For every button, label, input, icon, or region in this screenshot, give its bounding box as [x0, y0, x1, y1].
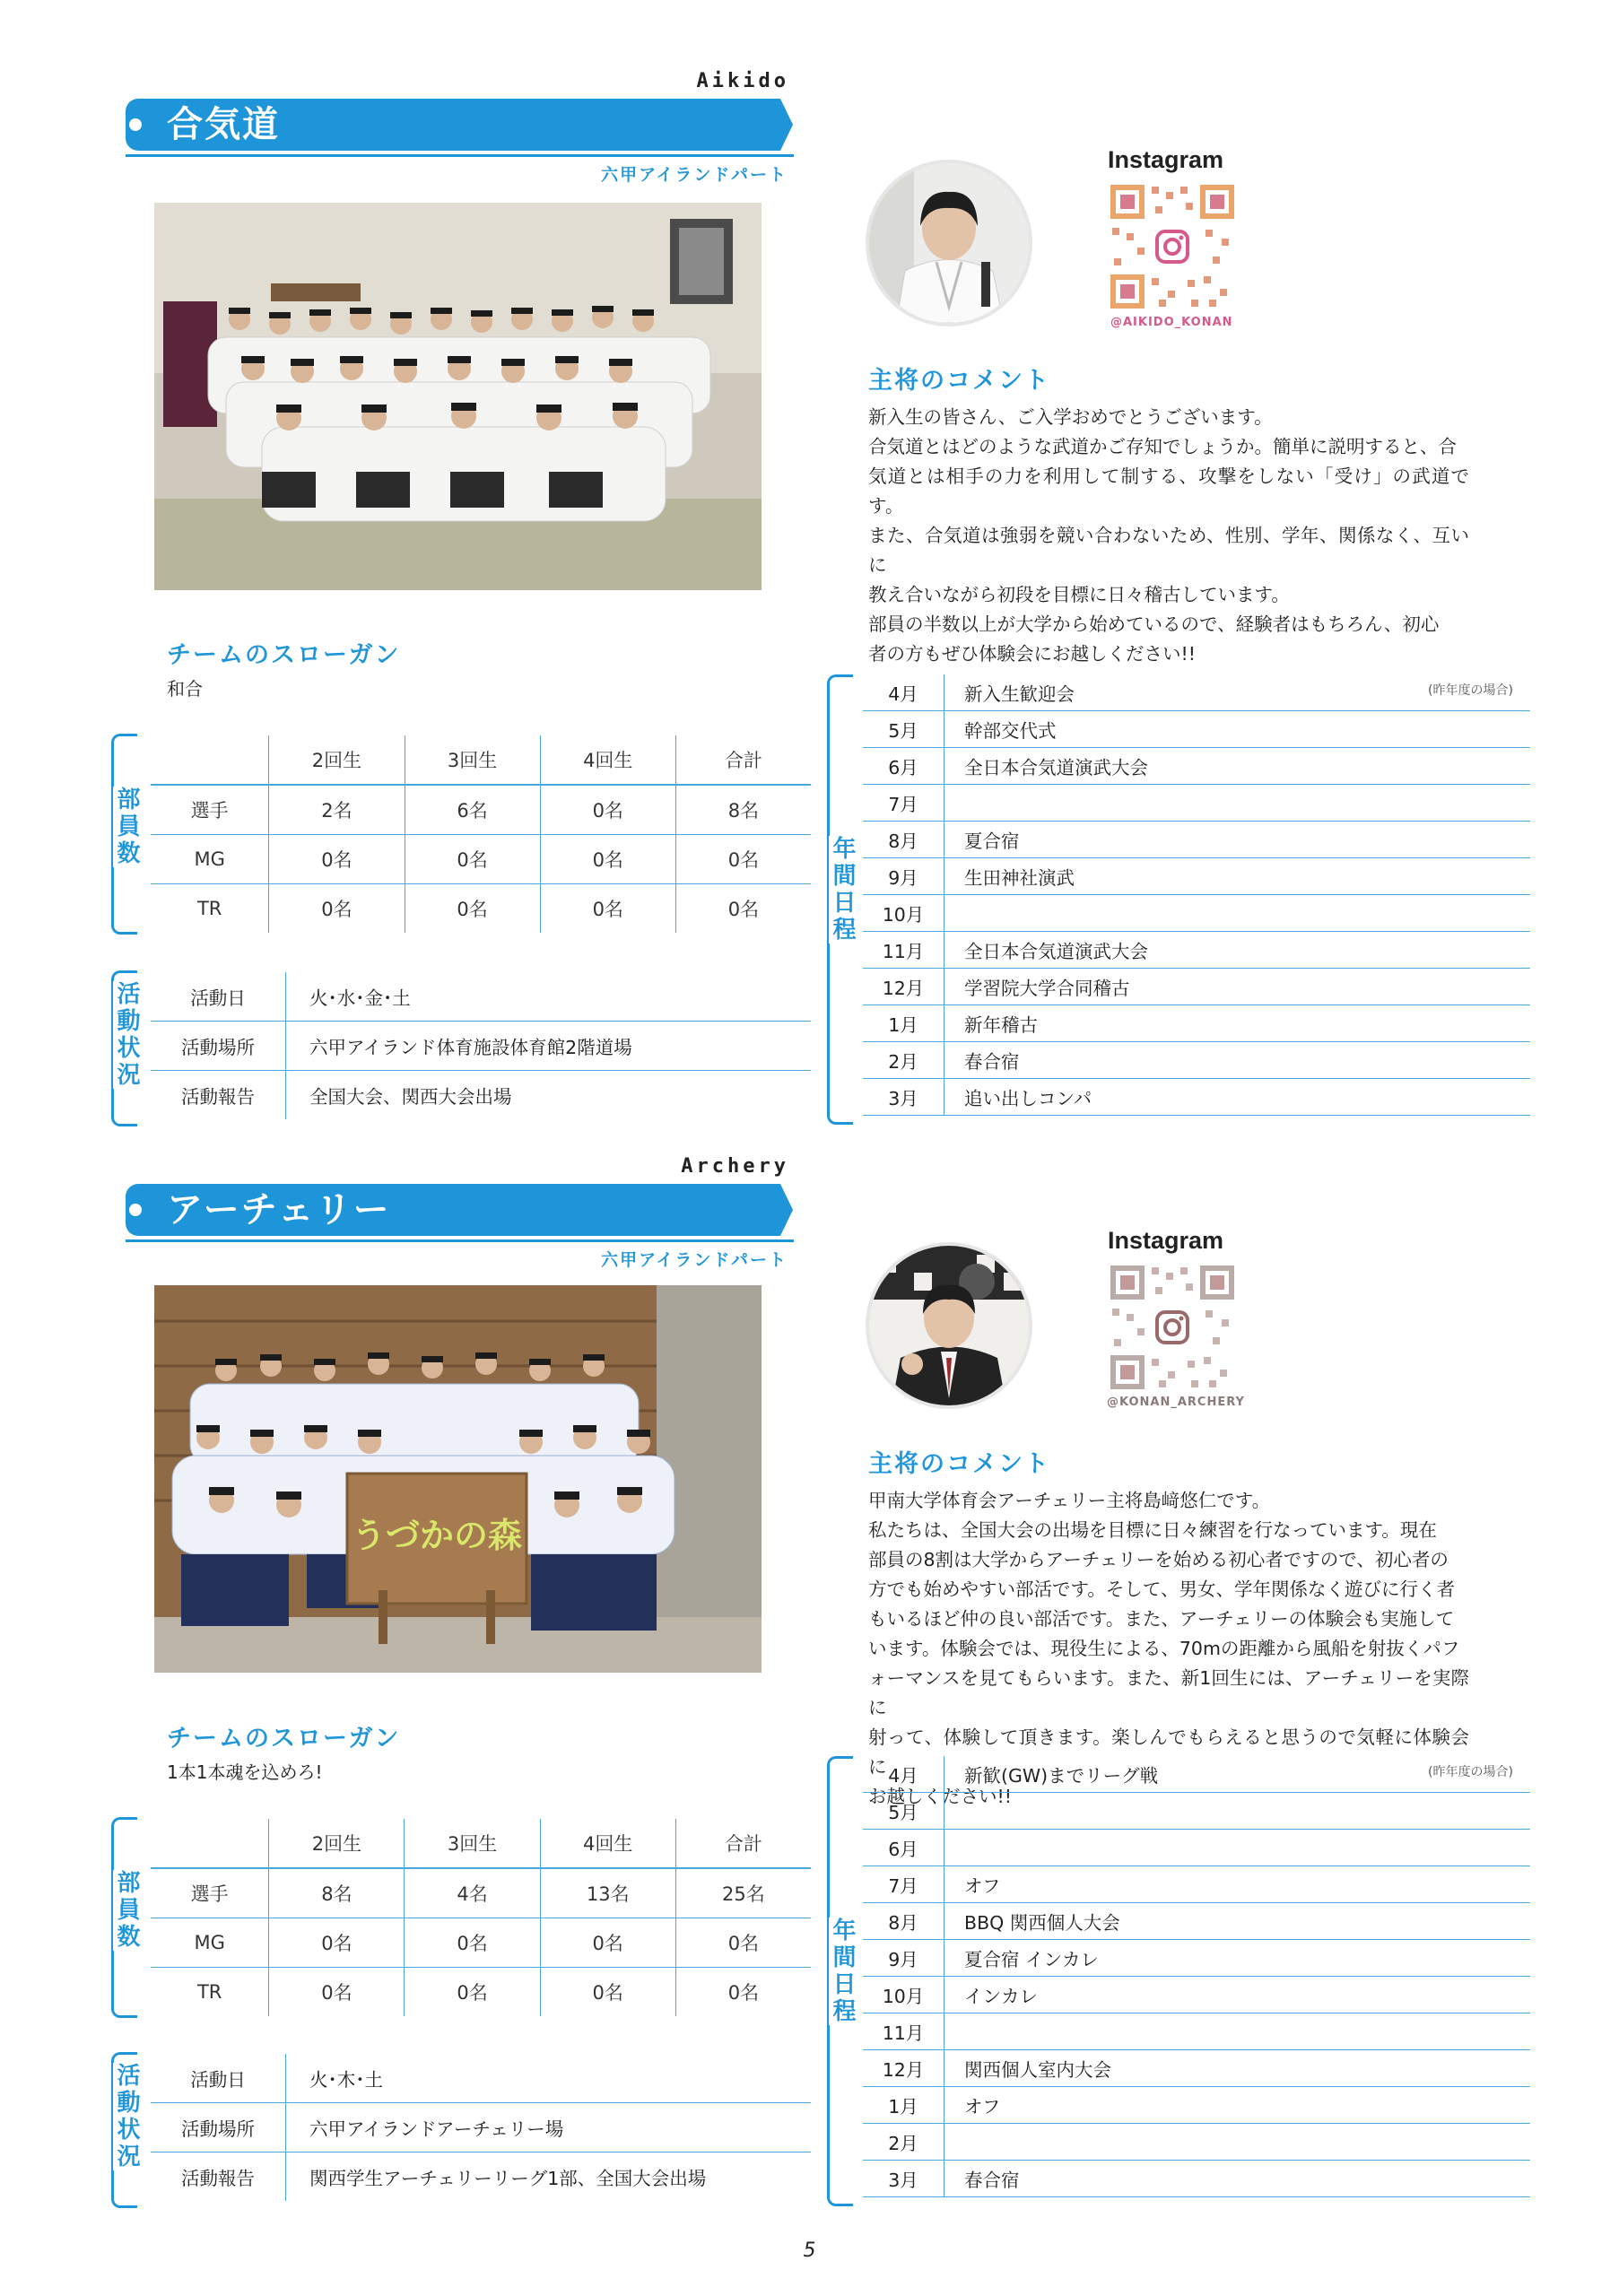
schedule-label: 年間日程	[829, 1918, 856, 2025]
table-row: 6月	[863, 1830, 1530, 1866]
table-row: 活動報告 関西学生アーチェリーリーグ1部、全国大会出場	[151, 2152, 811, 2202]
table-row: 10月 インカレ	[863, 1977, 1530, 2013]
campus-area: 六甲アイランドパート	[601, 1250, 788, 1270]
table-row: 活動場所 六甲アイランドアーチェリー場	[151, 2103, 811, 2152]
table-row: 10月	[863, 895, 1530, 932]
table-row: 11月 全日本合気道演武大会	[863, 932, 1530, 969]
photo-sign-text: うづかの森	[351, 1516, 523, 1555]
instagram-label: Instagram	[1108, 1227, 1224, 1254]
activity-label: 活動状況	[113, 981, 140, 1089]
section-en-name: Archery	[681, 1155, 789, 1178]
team-slogan: 1本1本魂を込めろ!	[167, 1761, 323, 1783]
page-number: 5	[803, 2239, 816, 2262]
table-row: 1月 オフ	[863, 2087, 1530, 2124]
activity-table	[151, 2054, 811, 2201]
captain-comment: 甲南大学体育会アーチェリー主将島﨑悠仁です。 私たちは、全国大会の出場を目標に日々練習を行なっています。現在 部員の8割は大学からアーチェリーを始める初心者ですので、初心者の 方でも始めやすい部活です。そして、男女、学年関係なく遊びに行く者 もいるほど仲の良い部活です。また、アーチェリーの体験会も実施して います。体験会では、現役生による、70mの距離から風船を射抜くパフ ォーマンスを見てもらいます。また、新1回生には、アーチェリーを実際に 射って、体験して頂きます。楽しんでもらえると思うので気軽に体験会に お越しください!!	[868, 1490, 1469, 1807]
table-row: 8月 BBQ 関西個人大会	[863, 1903, 1530, 1940]
schedule-table	[863, 674, 1530, 1116]
table-row: 3月 春合宿	[863, 2161, 1530, 2197]
instagram-qr-code[interactable]	[1105, 179, 1240, 314]
slogan-heading: チームのスローガン	[167, 1725, 401, 1752]
table-row: 7月 オフ	[863, 1866, 1530, 1903]
campus-area: 六甲アイランドパート	[601, 165, 788, 185]
table-row: 8月 夏合宿	[863, 822, 1530, 858]
activity-label: 活動状況	[113, 2063, 140, 2170]
captain-avatar	[866, 160, 1032, 326]
table-row: 3月 追い出しコンパ	[863, 1079, 1530, 1116]
table-row: 活動報告 全国大会、関西大会出場	[151, 1071, 811, 1120]
instagram-handle: @KONAN_ARCHERY	[1107, 1396, 1245, 1409]
table-row: 活動場所 六甲アイランド体育施設体育館2階道場	[151, 1022, 811, 1071]
section-en-name: Aikido	[696, 70, 789, 92]
captain-comment-heading: 主将のコメント	[868, 1450, 1050, 1478]
schedule-table	[863, 1756, 1530, 2197]
table-row: 活動日 火･水･金･土	[151, 972, 811, 1022]
captain-avatar	[866, 1242, 1032, 1409]
table-row: 2月 春合宿	[863, 1042, 1530, 1079]
activity-table	[151, 972, 811, 1119]
instagram-handle: @AIKIDO_KONAN	[1110, 316, 1233, 329]
table-row: 活動日 火･木･土	[151, 2054, 811, 2103]
instagram-label: Instagram	[1108, 146, 1224, 173]
table-row: 9月 生田神社演武	[863, 858, 1530, 895]
table-row: 選手 8名 4名 13名 25名	[151, 1868, 811, 1918]
table-row: 11月	[863, 2013, 1530, 2050]
table-row: 5月 幹部交代式	[863, 711, 1530, 748]
section-title: アーチェリー	[167, 1189, 391, 1231]
members-table: 2回生 3回生 4回生 合計 選手 2名 6名 0名 8名 MG 0名 0名 0名 0名 TR 0名 0名 0名 0名	[151, 735, 811, 933]
table-row: 12月 学習院大学合同稽古	[863, 969, 1530, 1005]
table-row: 12月 関西個人室内大会	[863, 2050, 1530, 2087]
table-row: 4月 新入生歓迎会	[863, 674, 1530, 711]
section-title: 合気道	[167, 104, 280, 145]
table-row: 7月	[863, 785, 1530, 822]
table-row: 2月	[863, 2124, 1530, 2161]
captain-comment-heading: 主将のコメント	[868, 367, 1050, 395]
members-label: 部員数	[113, 1870, 140, 1951]
table-row: 6月 全日本合気道演武大会	[863, 748, 1530, 785]
members-label: 部員数	[113, 787, 140, 867]
table-row: MG 0名 0名 0名 0名	[151, 1918, 811, 1968]
table-row: TR 0名 0名 0名 0名	[151, 884, 811, 934]
team-photo	[154, 1285, 762, 1673]
table-row: MG 0名 0名 0名 0名	[151, 835, 811, 884]
schedule-note: (昨年度の場合)	[1428, 1765, 1513, 1779]
table-row: 5月	[863, 1793, 1530, 1830]
team-photo	[154, 203, 762, 590]
instagram-qr-code[interactable]	[1105, 1260, 1240, 1395]
team-slogan: 和合	[167, 678, 203, 700]
slogan-heading: チームのスローガン	[167, 641, 401, 669]
table-row: 1月 新年稽古	[863, 1005, 1530, 1042]
table-row: 選手 2名 6名 0名 8名	[151, 785, 811, 835]
schedule-note: (昨年度の場合)	[1428, 683, 1513, 698]
table-row: TR 0名 0名 0名 0名	[151, 1968, 811, 2017]
captain-comment: 新入生の皆さん、ご入学おめでとうございます。 合気道とはどのような武道かご存知でしょうか。簡単に説明すると、合 気道とは相手の力を利用して制する、攻撃をしない「受け」の武道です。 また、合気道は強弱を競い合わないため、性別、学年、関係なく、互いに 教え合いながら初段を目標に日々稽古しています。 部員の半数以上が大学から始めているので、経験者はもちろん、初心 者の方もぜひ体験会にお越しください!!	[868, 406, 1469, 665]
schedule-label: 年間日程	[829, 836, 856, 944]
table-row: 4月 新歓(GW)までリーグ戦	[863, 1756, 1530, 1793]
members-table: 2回生 3回生 4回生 合計 選手 8名 4名 13名 25名 MG 0名 0名 0名 0名 TR 0名 0名 0名 0名	[151, 1819, 811, 2016]
table-row: 9月 夏合宿 インカレ	[863, 1940, 1530, 1977]
